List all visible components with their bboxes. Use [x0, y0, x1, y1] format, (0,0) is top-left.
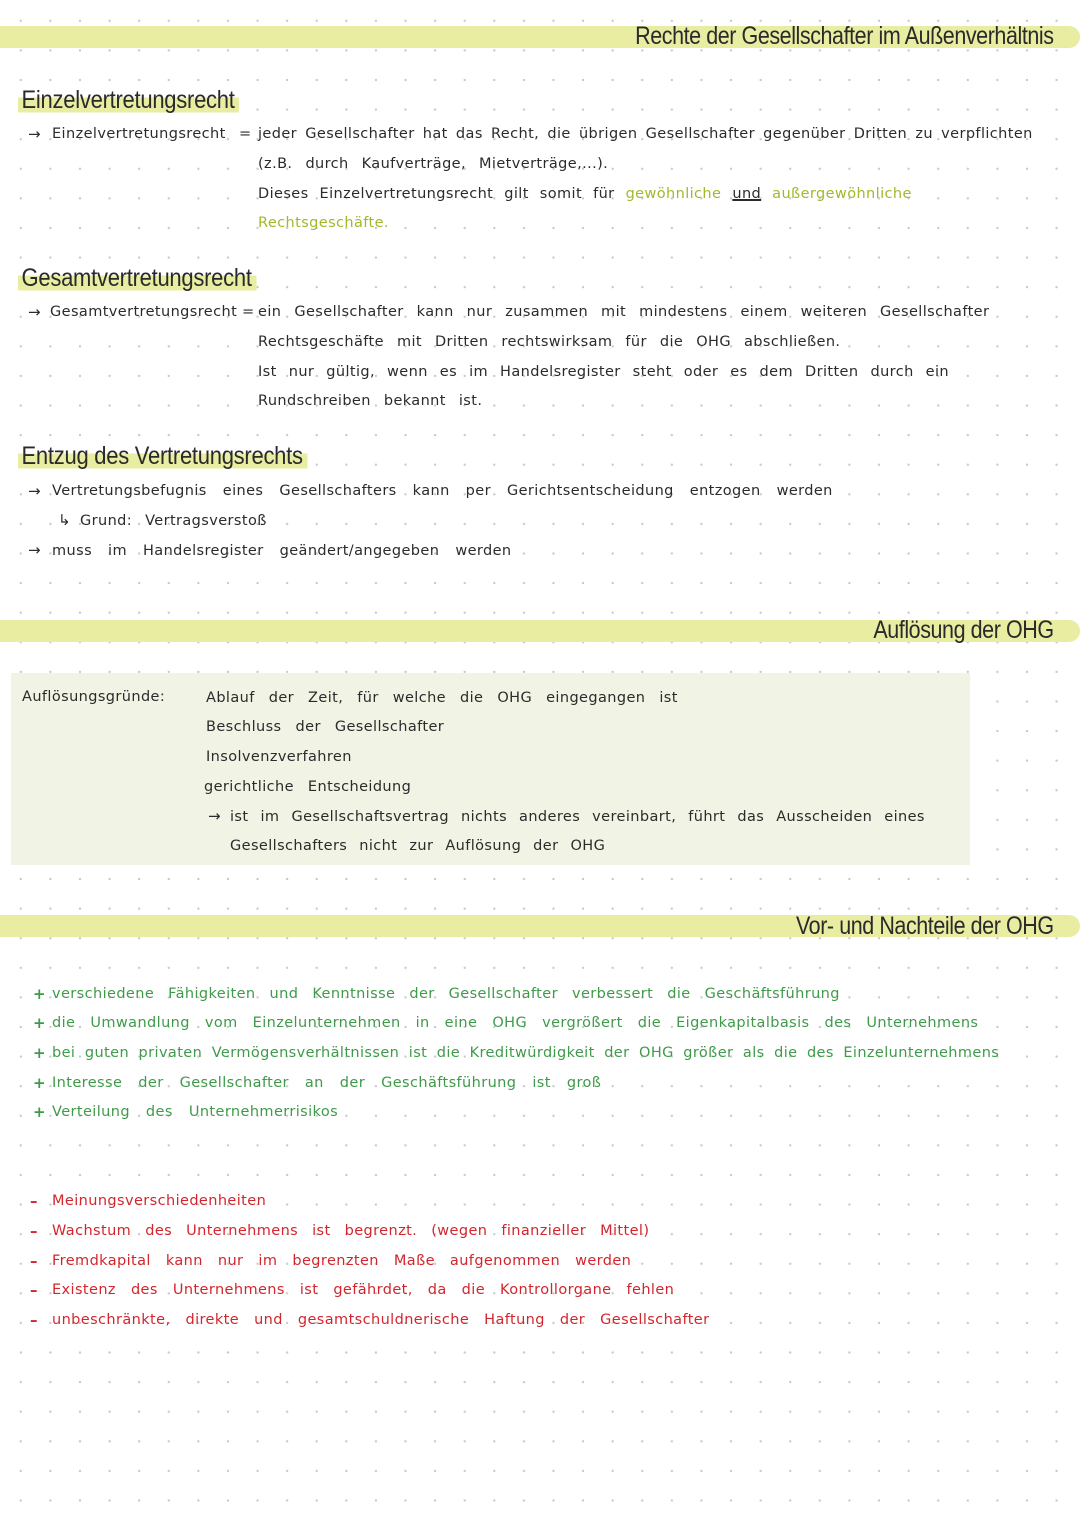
- entzug-line-2: Grund: Vertragsverstoß: [80, 513, 267, 529]
- pro-item: verschiedene Fähigkeiten und Kenntnisse der Gesellschafter verbessert die Geschäftsführung: [52, 986, 840, 1002]
- einzel-line-1: jeder Gesellschafter hat das Recht, die übrigen Gesellschafter gegenüber Dritten zu verpflichten: [258, 126, 1033, 142]
- einzel-line-2: (z.B. durch Kaufverträge, Mietverträge,...).: [258, 156, 609, 172]
- heading-einzelvertretungsrecht: Einzelvertretungsrecht: [18, 86, 239, 115]
- gesamt-line-2: Rechtsgeschäfte mit Dritten rechtswirksam für die OHG abschließen.: [258, 334, 841, 350]
- highlight-gewoehnliche: gewöhnliche: [625, 186, 722, 202]
- minus-icon: –: [30, 1311, 38, 1329]
- arrow-icon: →: [28, 541, 41, 559]
- arrow-icon: →: [28, 303, 41, 321]
- gesamt-line-3: Ist nur gültig, wenn es im Handelsregister steht oder es dem Dritten durch ein: [258, 364, 950, 380]
- note-line-1: ist im Gesellschaftsvertrag nichts anderes vereinbart, führt das Ausscheiden eines: [230, 809, 925, 825]
- einzel-line-4: Rechtsgeschäfte.: [258, 215, 389, 231]
- arrow-icon: →: [28, 125, 41, 143]
- plus-icon: +: [33, 985, 46, 1003]
- minus-icon: –: [30, 1192, 38, 1210]
- sub-arrow-icon: ↳: [58, 511, 71, 529]
- aufloesung-label: Auflösungsgründe:: [22, 689, 166, 705]
- heading-gesamtvertretungsrecht: Gesamtvertretungsrecht: [18, 264, 256, 293]
- gesamt-line-4: Rundschreiben bekannt ist.: [258, 393, 483, 409]
- entzug-line-3: muss im Handelsregister geändert/angegeben werden: [52, 543, 512, 559]
- section-title-rechte: Rechte der Gesellschafter im Außenverhältnis: [635, 22, 1054, 50]
- highlight-aussergewoehnliche: außergewöhnliche: [772, 186, 912, 202]
- equals-sign: =: [242, 304, 255, 320]
- reason-item: Beschluss der Gesellschafter: [206, 719, 445, 735]
- equals-sign: =: [239, 126, 252, 142]
- underlined-und: und: [732, 186, 762, 202]
- plus-icon: +: [33, 1014, 46, 1032]
- arrow-icon: →: [28, 482, 41, 500]
- note-line-2: Gesellschafters nicht zur Auflösung der OHG: [230, 838, 606, 854]
- section-title-aufloesung: Auflösung der OHG: [873, 616, 1054, 644]
- minus-icon: –: [30, 1222, 38, 1240]
- reason-item: Insolvenzverfahren: [206, 749, 352, 765]
- con-item: Fremdkapital kann nur im begrenzten Maße aufgenommen werden: [52, 1253, 632, 1269]
- einzel-line-3: [258, 186, 912, 202]
- entzug-line-1: Vertretungsbefugnis eines Gesellschafters kann per Gerichtsentscheidung entzogen werden: [52, 483, 833, 499]
- reason-item: gerichtliche Entscheidung: [204, 779, 412, 795]
- section-title-vor-nachteile: Vor- und Nachteile der OHG: [796, 912, 1054, 940]
- pro-item: bei guten privaten Vermögensverhältnissen ist die Kreditwürdigkeit der OHG größer als die des Einzelunternehmens: [52, 1045, 1000, 1061]
- con-item: Meinungsverschiedenheiten: [52, 1193, 267, 1209]
- minus-icon: –: [30, 1252, 38, 1270]
- heading-entzug: Entzug des Vertretungsrechts: [18, 442, 307, 471]
- pro-item: Verteilung des Unternehmerrisikos: [52, 1104, 339, 1120]
- term-einzelvertretungsrecht: Einzelvertretungsrecht: [52, 126, 226, 142]
- arrow-icon: →: [208, 807, 221, 825]
- con-item: Wachstum des Unternehmens ist begrenzt. (wegen finanzieller Mittel): [52, 1223, 650, 1239]
- con-item: unbeschränkte, direkte und gesamtschuldnerische Haftung der Gesellschafter: [52, 1312, 710, 1328]
- plus-icon: +: [33, 1074, 46, 1092]
- einzel-line-3-text: Dieses Einzelvertretungsrecht gilt somit für: [258, 186, 615, 202]
- con-item: Existenz des Unternehmens ist gefährdet, da die Kontrollorgane fehlen: [52, 1282, 675, 1298]
- term-gesamtvertretungsrecht: Gesamtvertretungsrecht: [50, 304, 238, 320]
- plus-icon: +: [33, 1103, 46, 1121]
- gesamt-line-1: ein Gesellschafter kann nur zusammen mit mindestens einem weiteren Gesellschafter: [258, 304, 990, 320]
- plus-icon: +: [33, 1044, 46, 1062]
- minus-icon: –: [30, 1281, 38, 1299]
- pro-item: Interesse der Gesellschafter an der Geschäftsführung ist groß: [52, 1075, 602, 1091]
- pro-item: die Umwandlung vom Einzelunternehmen in eine OHG vergrößert die Eigenkapitalbasis des Unternehmens: [52, 1015, 979, 1031]
- reason-item: Ablauf der Zeit, für welche die OHG eingegangen ist: [206, 690, 678, 706]
